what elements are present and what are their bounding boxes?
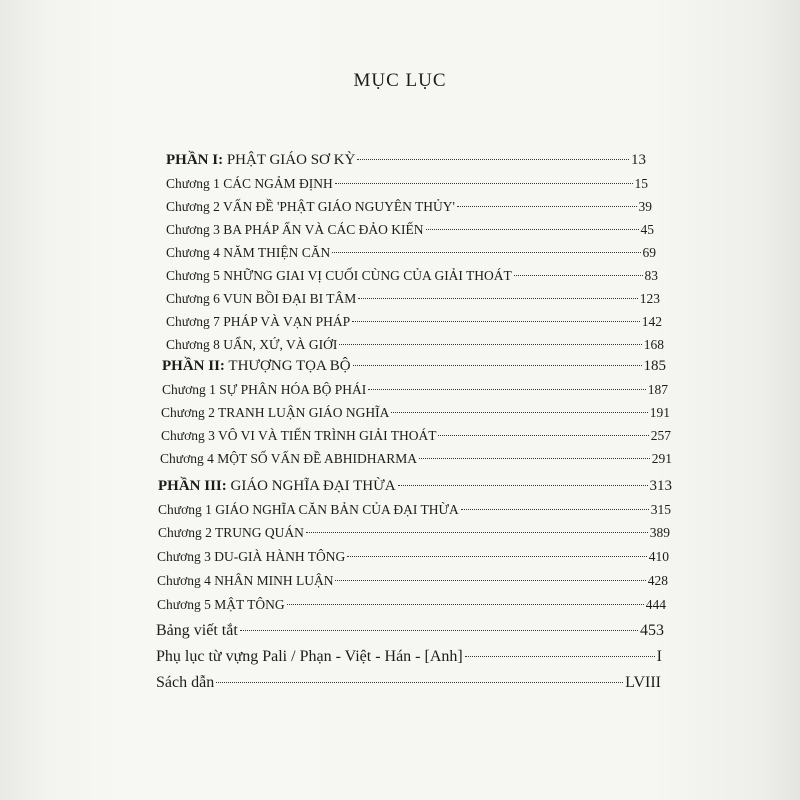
dot-leader [335,580,645,581]
dot-leader [240,630,638,631]
dot-leader [461,509,649,510]
dot-leader [287,604,644,605]
dot-leader [514,275,643,276]
dot-leader [339,344,641,345]
page-number: 410 [648,549,669,564]
chapter-label: Chương 4 NHÂN MINH LUẬN [157,573,334,588]
chapter-label: Chương 7 PHÁP VÀ VẠN PHÁP [166,314,351,329]
dot-leader [357,159,629,160]
chapter-label: Chương 2 TRANH LUẬN GIÁO NGHĨA [161,405,390,420]
page-number: 453 [640,622,664,639]
chapter-label: Chương 3 BA PHÁP ẤN VÀ CÁC ĐẢO KIẾN [166,222,424,237]
dot-leader [335,183,633,184]
page-number: 185 [643,358,666,374]
chapter-label: Chương 8 UẨN, XỨ, VÀ GIỚI [166,337,338,352]
chapter-label: Chương 5 NHỮNG GIAI VỊ CUỐI CÙNG CỦA GIẢI THOÁT [166,268,512,283]
page-number: LVIII [625,674,661,691]
page-title: MỤC LỤC [353,70,447,91]
page-number: 45 [640,222,654,237]
chapter-entry [157,597,666,613]
appendix-entry [156,674,661,692]
page-number: 444 [645,597,666,612]
dot-leader [457,206,637,207]
chapter-label: Chương 1 SỰ PHÂN HÓA BỘ PHÁI [162,382,367,397]
part-label: PHẦN I: PHẬT GIÁO SƠ KỲ [166,152,356,168]
chapter-entry [157,573,668,589]
chapter-entry [166,245,656,261]
chapter-label: Chương 4 NĂM THIỆN CĂN [166,245,331,260]
part-label: PHẦN III: GIÁO NGHĨA ĐẠI THỪA [158,478,396,494]
part-2-entry [162,358,666,375]
page-number: 39 [638,199,652,214]
chapter-label: Chương 2 TRUNG QUÁN [158,525,304,540]
chapter-label: Chương 6 VUN BỒI ĐẠI BI TÂM [166,291,357,306]
page-number: 142 [641,314,662,329]
appendix-label: Phụ lục từ vựng Pali / Phạn - Việt - Hán - [Anh] [156,648,463,665]
chapter-entry [166,268,658,284]
dot-leader [332,252,640,253]
chapter-entry [160,451,672,467]
page-number: 315 [650,502,671,517]
chapter-entry [157,549,669,565]
chapter-entry [166,222,654,238]
appendix-entry [156,648,662,666]
page-number: 257 [650,428,671,443]
page-number: 313 [649,478,672,494]
chapter-entry [162,382,668,398]
page-number: 123 [639,291,660,306]
dot-leader [398,485,648,486]
chapter-entry [166,176,648,192]
appendix-label: Bảng viết tắt [156,622,238,639]
page-number: 428 [647,573,668,588]
chapter-label: Chương 5 MẬT TÔNG [157,597,285,612]
chapter-entry [166,291,660,307]
chapter-label: Chương 3 VÔ VI VÀ TIẾN TRÌNH GIẢI THOÁT [161,428,437,443]
chapter-entry [158,502,671,518]
chapter-entry [161,405,670,421]
page-number: 83 [644,268,658,283]
dot-leader [368,389,646,390]
chapter-entry [166,199,652,215]
dot-leader [358,298,638,299]
part-1-entry [166,152,646,169]
chapter-entry [166,337,664,353]
appendix-label: Sách dẫn [156,674,215,691]
chapter-label: Chương 4 MỘT SỐ VẤN ĐỀ ABHIDHARMA [160,451,417,466]
page-number: 187 [647,382,668,397]
page-number: 13 [631,152,646,168]
part-label: PHẦN II: THƯỢNG TỌA BỘ [162,358,351,374]
page-number: I [656,648,662,665]
dot-leader [391,412,647,413]
dot-leader [465,656,655,657]
chapter-entry [161,428,671,444]
chapter-label: Chương 2 VẤN ĐỀ 'PHẬT GIÁO NGUYÊN THỦY' [166,199,455,214]
dot-leader [426,229,639,230]
page-number: 15 [634,176,648,191]
chapter-entry [166,314,662,330]
chapter-label: Chương 1 CÁC NGẢM ĐỊNH [166,176,333,191]
part-3-entry [158,478,672,495]
dot-leader [438,435,648,436]
page-number: 69 [642,245,656,260]
page-number: 389 [649,525,670,540]
page-number: 168 [643,337,664,352]
dot-leader [216,682,623,683]
dot-leader [353,365,642,366]
page-number: 191 [649,405,670,420]
dot-leader [352,321,640,322]
chapter-label: Chương 3 DU-GIÀ HÀNH TÔNG [157,549,346,564]
dot-leader [419,458,650,459]
dot-leader [306,532,648,533]
dot-leader [347,556,647,557]
chapter-label: Chương 1 GIÁO NGHĨA CĂN BẢN CỦA ĐẠI THỪA [158,502,459,517]
chapter-entry [158,525,670,541]
page-number: 291 [651,451,672,466]
appendix-entry [156,622,664,640]
